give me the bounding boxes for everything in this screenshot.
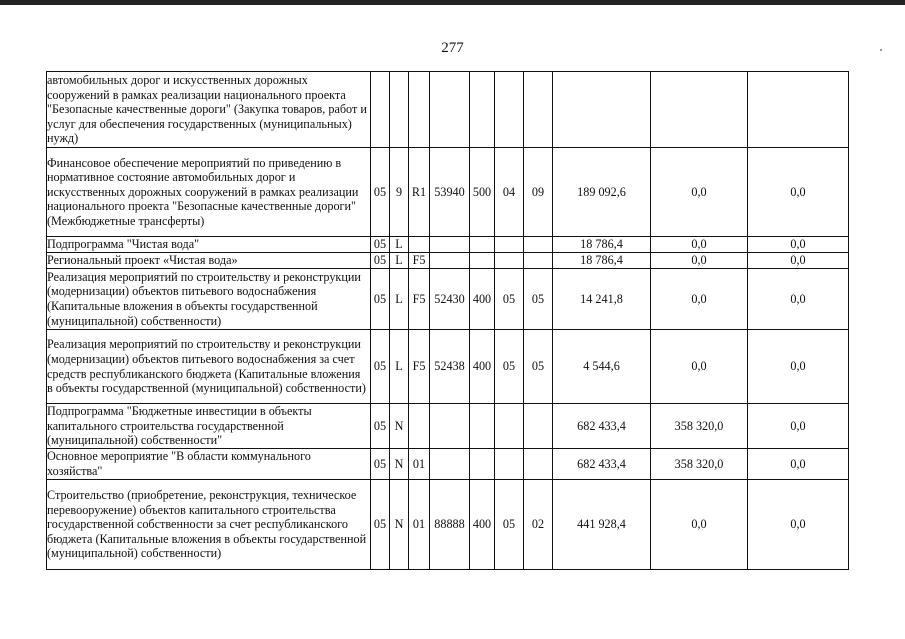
- table-row: [47, 237, 849, 253]
- cell-code-4: 88888: [430, 480, 470, 570]
- table-row: [47, 269, 849, 330]
- cell-code-1: 05: [371, 148, 390, 237]
- row-name: Финансовое обеспечение мероприятий по приведению в нормативное состояние автомобильных дорог и искусственных дорожных сооружений в рамках реализации национального проекта "Безопасные качественные дороги" (Межбюджетные трансферты): [47, 148, 371, 237]
- cell-code-5: [470, 449, 495, 480]
- cell-code-3: 01: [409, 480, 430, 570]
- cell-value-3: 0,0: [748, 330, 849, 404]
- cell-code-1: 05: [371, 404, 390, 449]
- scan-top-edge: [0, 0, 905, 5]
- cell-code-2: [390, 72, 409, 148]
- cell-value-1: 14 241,8: [553, 269, 651, 330]
- row-name: Основное мероприятие "В области коммунального хозяйства": [47, 449, 371, 480]
- cell-value-2: 358 320,0: [651, 404, 748, 449]
- cell-code-2: L: [390, 269, 409, 330]
- cell-code-4: [430, 449, 470, 480]
- scan-speck: [880, 49, 882, 51]
- cell-code-4: [430, 253, 470, 269]
- cell-code-3: F5: [409, 269, 430, 330]
- cell-value-3: 0,0: [748, 148, 849, 237]
- table-row: [47, 253, 849, 269]
- cell-code-7: [524, 404, 553, 449]
- row-name: Подпрограмма "Бюджетные инвестиции в объекты капитального строительства государственной (муниципальной) собственности": [47, 404, 371, 449]
- cell-value-3: 0,0: [748, 404, 849, 449]
- cell-code-4: 53940: [430, 148, 470, 237]
- cell-value-3: 0,0: [748, 237, 849, 253]
- row-name: Региональный проект «Чистая вода»: [47, 253, 371, 269]
- cell-code-1: 05: [371, 269, 390, 330]
- cell-code-2: L: [390, 253, 409, 269]
- cell-value-2: [651, 72, 748, 148]
- cell-code-5: [470, 404, 495, 449]
- row-name: автомобильных дорог и искусственных дорожных сооружений в рамках реализации национального проекта "Безопасные качественные дороги" (Закупка товаров, работ и услуг для обеспечения государственных (муниципальных) нужд): [47, 72, 371, 148]
- cell-code-6: [495, 404, 524, 449]
- cell-code-6: [495, 253, 524, 269]
- cell-code-3: [409, 404, 430, 449]
- cell-value-3: [748, 72, 849, 148]
- cell-code-6: [495, 72, 524, 148]
- cell-code-5: 400: [470, 480, 495, 570]
- cell-value-1: 18 786,4: [553, 237, 651, 253]
- cell-code-3: F5: [409, 253, 430, 269]
- cell-value-1: 441 928,4: [553, 480, 651, 570]
- cell-code-1: 05: [371, 330, 390, 404]
- table-row: [47, 72, 849, 148]
- cell-code-5: [470, 72, 495, 148]
- cell-code-2: L: [390, 330, 409, 404]
- cell-code-7: [524, 237, 553, 253]
- cell-code-5: 400: [470, 269, 495, 330]
- cell-code-5: [470, 237, 495, 253]
- cell-value-2: 0,0: [651, 480, 748, 570]
- row-name: Реализация мероприятий по строительству и реконструкции (модернизации) объектов питьевого водоснабжения за счет средств республиканского бюджета (Капитальные вложения в объекты государственной (муниципальной) собственности): [47, 330, 371, 404]
- cell-code-6: [495, 449, 524, 480]
- cell-value-2: 0,0: [651, 330, 748, 404]
- cell-code-4: [430, 72, 470, 148]
- cell-code-7: [524, 72, 553, 148]
- cell-value-2: 358 320,0: [651, 449, 748, 480]
- cell-code-7: 02: [524, 480, 553, 570]
- cell-value-1: 4 544,6: [553, 330, 651, 404]
- cell-code-4: [430, 404, 470, 449]
- cell-code-6: [495, 237, 524, 253]
- cell-code-3: [409, 72, 430, 148]
- cell-value-2: 0,0: [651, 269, 748, 330]
- cell-code-3: F5: [409, 330, 430, 404]
- cell-code-5: 400: [470, 330, 495, 404]
- row-name: Подпрограмма "Чистая вода": [47, 237, 371, 253]
- cell-code-2: N: [390, 404, 409, 449]
- cell-value-3: 0,0: [748, 449, 849, 480]
- budget-table: [46, 71, 849, 570]
- cell-code-4: [430, 237, 470, 253]
- cell-value-2: 0,0: [651, 148, 748, 237]
- cell-code-6: 05: [495, 269, 524, 330]
- cell-value-1: 682 433,4: [553, 449, 651, 480]
- cell-code-7: [524, 253, 553, 269]
- cell-value-2: 0,0: [651, 253, 748, 269]
- cell-value-1: 682 433,4: [553, 404, 651, 449]
- row-name: Строительство (приобретение, реконструкция, техническое перевооружение) объектов капитального строительства государственной собственности за счет республиканского бюджета (Капитальные вложения в объекты государственной (муниципальной) собственности): [47, 480, 371, 570]
- cell-code-2: N: [390, 449, 409, 480]
- cell-value-1: 189 092,6: [553, 148, 651, 237]
- cell-code-4: 52438: [430, 330, 470, 404]
- cell-code-1: 05: [371, 253, 390, 269]
- cell-code-6: 05: [495, 480, 524, 570]
- table-row: [47, 404, 849, 449]
- cell-code-3: R1: [409, 148, 430, 237]
- cell-value-2: 0,0: [651, 237, 748, 253]
- cell-code-2: N: [390, 480, 409, 570]
- cell-value-1: [553, 72, 651, 148]
- cell-code-1: 05: [371, 237, 390, 253]
- table-row: [47, 330, 849, 404]
- cell-code-6: 04: [495, 148, 524, 237]
- table-row: [47, 480, 849, 570]
- cell-code-2: 9: [390, 148, 409, 237]
- cell-value-3: 0,0: [748, 480, 849, 570]
- cell-code-3: 01: [409, 449, 430, 480]
- cell-value-3: 0,0: [748, 253, 849, 269]
- cell-code-4: 52430: [430, 269, 470, 330]
- cell-code-6: 05: [495, 330, 524, 404]
- cell-code-5: 500: [470, 148, 495, 237]
- cell-code-7: [524, 449, 553, 480]
- cell-code-1: 05: [371, 449, 390, 480]
- table-row: [47, 449, 849, 480]
- table-row: [47, 148, 849, 237]
- cell-code-3: [409, 237, 430, 253]
- cell-code-5: [470, 253, 495, 269]
- cell-code-1: 05: [371, 480, 390, 570]
- cell-value-1: 18 786,4: [553, 253, 651, 269]
- cell-code-7: 09: [524, 148, 553, 237]
- cell-code-7: 05: [524, 330, 553, 404]
- page-number: 277: [441, 40, 464, 56]
- cell-value-3: 0,0: [748, 269, 849, 330]
- row-name: Реализация мероприятий по строительству и реконструкции (модернизации) объектов питьевого водоснабжения (Капитальные вложения в объекты государственной (муниципальной) собственности): [47, 269, 371, 330]
- cell-code-1: [371, 72, 390, 148]
- cell-code-2: L: [390, 237, 409, 253]
- cell-code-7: 05: [524, 269, 553, 330]
